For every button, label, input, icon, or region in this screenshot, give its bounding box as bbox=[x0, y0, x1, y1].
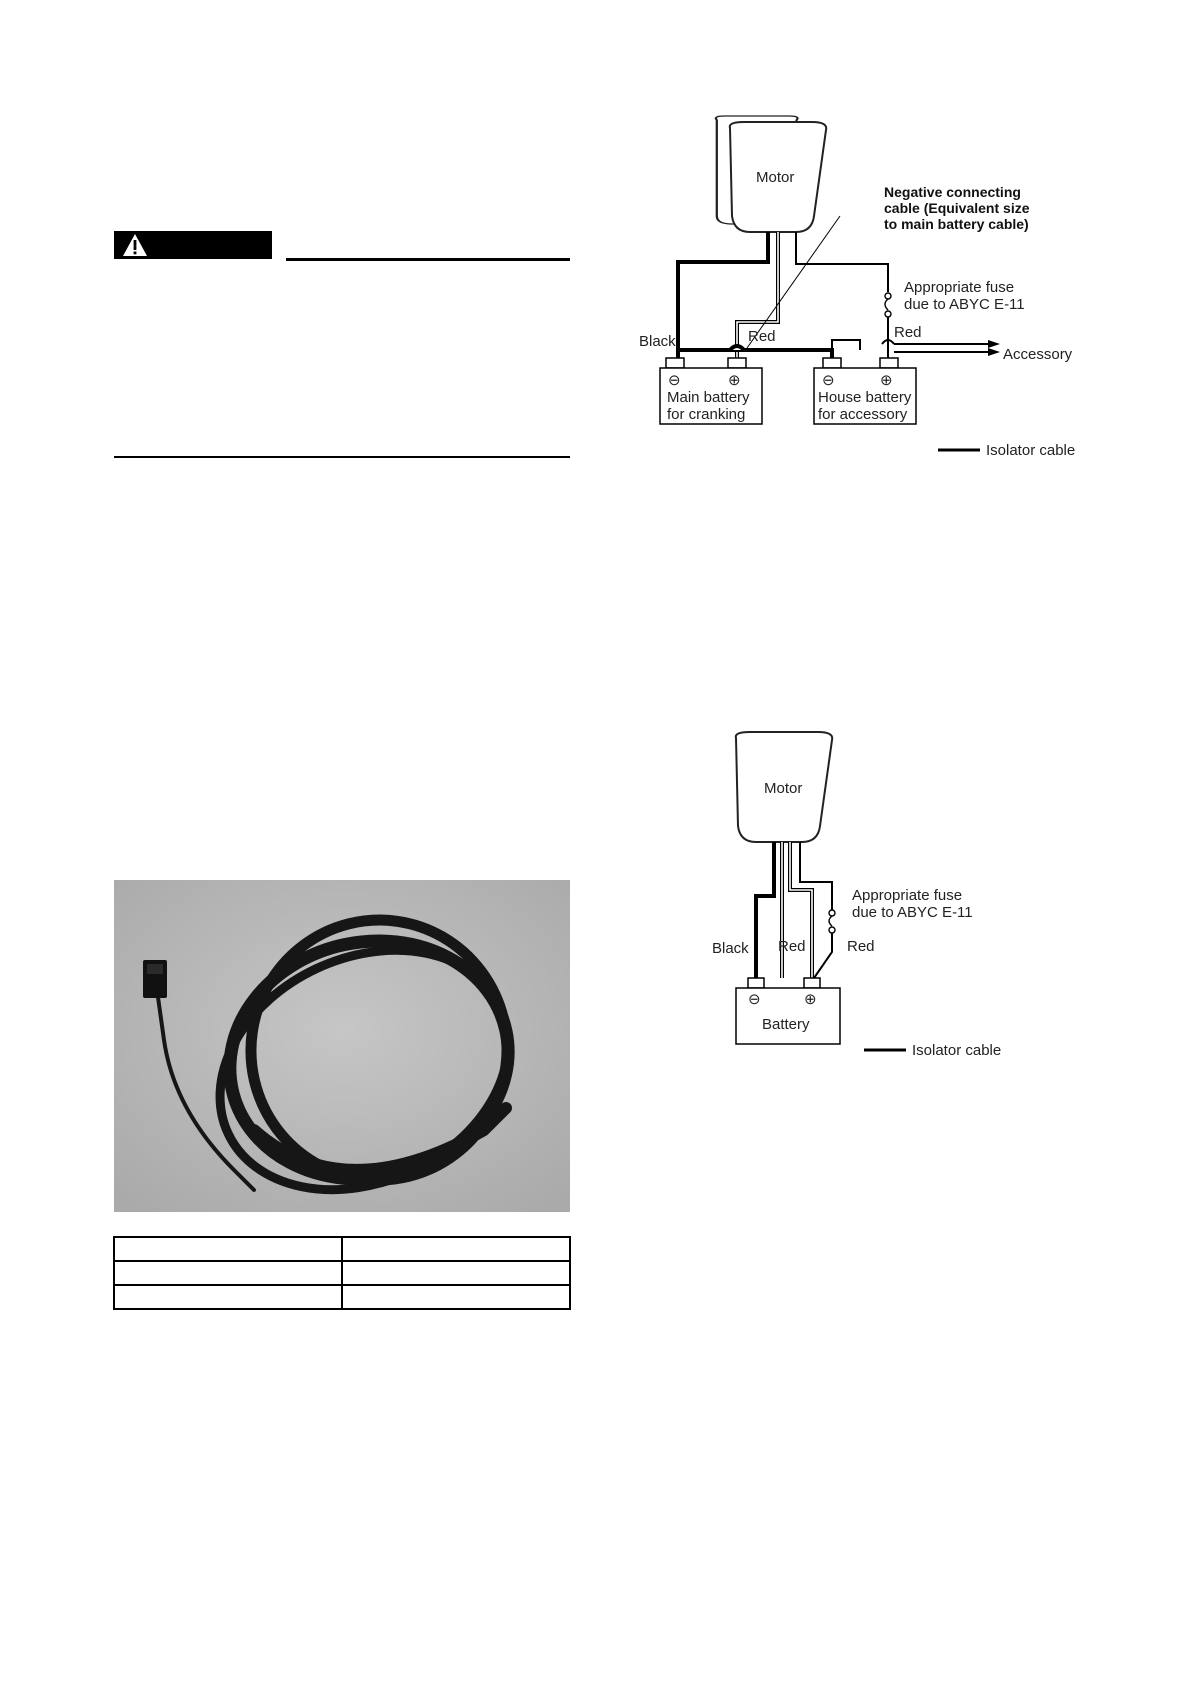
fuse-note-line1: Appropriate fuse bbox=[904, 279, 1015, 296]
warning-banner bbox=[114, 231, 272, 259]
table-cell bbox=[114, 1285, 342, 1309]
accessory-label: Accessory bbox=[1003, 346, 1073, 363]
table-cell bbox=[114, 1237, 342, 1261]
black-label: Black bbox=[712, 940, 749, 957]
main-battery-line1: Main battery bbox=[667, 389, 750, 406]
neg-note-line1: Negative connecting bbox=[884, 184, 1021, 200]
fuse-note-line1: Appropriate fuse bbox=[852, 887, 963, 904]
table-row bbox=[114, 1237, 570, 1261]
house-battery-line1: House battery bbox=[818, 389, 912, 406]
table-row bbox=[114, 1285, 570, 1309]
house-battery-plus: ⊕ bbox=[880, 372, 893, 389]
warning-triangle-icon bbox=[120, 231, 150, 259]
table-cell bbox=[342, 1261, 570, 1285]
wiring-diagram-single-battery bbox=[700, 720, 1030, 1070]
table-cell bbox=[114, 1261, 342, 1285]
red-inner-label: Red bbox=[778, 938, 806, 955]
black-label: Black bbox=[639, 333, 676, 350]
house-battery-minus: ⊖ bbox=[822, 372, 835, 389]
main-battery-plus: ⊕ bbox=[728, 372, 741, 389]
red-outer-label: Red bbox=[847, 938, 875, 955]
main-battery-line2: for cranking bbox=[667, 406, 746, 423]
battery-minus: ⊖ bbox=[748, 991, 761, 1008]
fuse-note-line2: due to ABYC E-11 bbox=[852, 904, 973, 921]
battery-label: Battery bbox=[762, 1016, 810, 1033]
house-battery-line2: for accessory bbox=[818, 406, 908, 423]
legend-label: Isolator cable bbox=[912, 1042, 1002, 1059]
battery-plus: ⊕ bbox=[804, 991, 817, 1008]
negative-connecting-cable bbox=[678, 350, 832, 358]
warning-top-rule bbox=[286, 258, 570, 261]
red-main-label: Red bbox=[748, 328, 776, 345]
accessory-feed-cable bbox=[796, 232, 888, 292]
motor-label: Motor bbox=[764, 780, 803, 797]
red-house-label: Red bbox=[894, 324, 922, 341]
motor-label: Motor bbox=[756, 169, 795, 186]
table-row bbox=[114, 1261, 570, 1285]
legend-label: Isolator cable bbox=[986, 442, 1076, 459]
table-cell bbox=[342, 1285, 570, 1309]
cable-coil-illustration bbox=[114, 880, 570, 1212]
fuse-note-line2: due to ABYC E-11 bbox=[904, 296, 1025, 313]
warning-bottom-rule bbox=[114, 456, 570, 458]
neg-note-line3: to main battery cable) bbox=[884, 216, 1029, 232]
isolator-cable-photo bbox=[114, 880, 570, 1212]
main-battery-minus: ⊖ bbox=[668, 372, 681, 389]
wiring-diagram-two-batteries bbox=[620, 110, 1090, 470]
black-cable bbox=[756, 842, 774, 978]
neg-note-line2: cable (Equivalent size bbox=[884, 200, 1030, 216]
table-cell bbox=[342, 1237, 570, 1261]
spec-table bbox=[113, 1236, 571, 1310]
